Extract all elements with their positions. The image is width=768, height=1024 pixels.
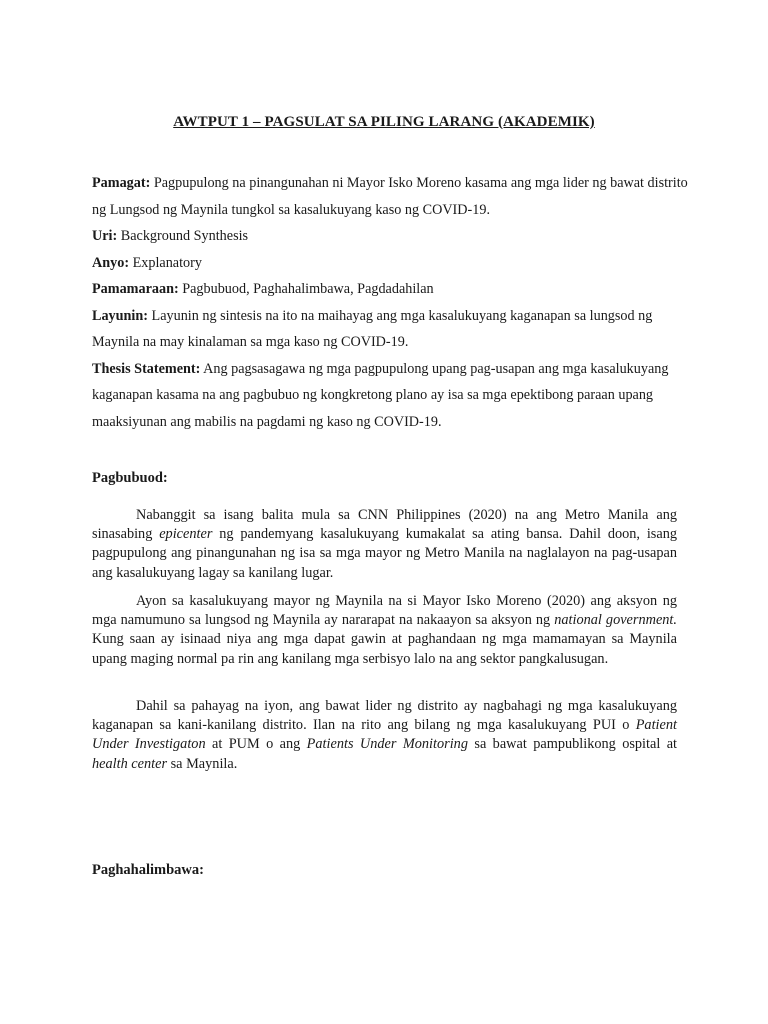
document-title: AWTPUT 1 – PAGSULAT SA PILING LARANG (AKADEMIK) [173, 114, 595, 130]
pagbubuod-heading: Pagbubuod: [92, 470, 168, 486]
layunin-row [92, 303, 692, 356]
thesis-label: Thesis Statement: [92, 360, 201, 377]
uri-value: Background Synthesis [117, 228, 249, 244]
paragraph-1 [92, 506, 677, 583]
p1-text-a: Nabanggit sa isang balita mula sa CNN Philippines (2020) na ang Metro Manila ang sinasabing [92, 507, 677, 543]
p3-italic-pui: Patient Under Investigaton [92, 717, 677, 753]
p3-italic-health-center: health center [92, 755, 168, 772]
layunin-value: Layunin ng sintesis na ito na maihayag ang mga kasalukuyang kaganapan sa lungsod ng Maynila na may kinalaman sa mga kaso ng COVID-19. [92, 307, 653, 350]
paragraph-3 [92, 697, 677, 774]
uri-label: Uri: [92, 228, 118, 244]
p3-text-e: sa bawat pampublikong ospital at [467, 736, 678, 753]
paragraph-2 [92, 592, 677, 669]
pamamaraan-row [92, 276, 692, 303]
pamagat-label: Pamagat: [92, 175, 151, 191]
metadata-block [92, 170, 692, 435]
p3-text-a: Dahil sa pahayag na iyon, ang bawat lider ng distrito ay nagbahagi ng mga kasalukuyang kaganapan sa kani-kanilang distrito. Ilan na rito ang bilang ng mga kasalukuyang PUI o [92, 698, 677, 734]
p3-italic-pum: Patients Under Monitoring [306, 736, 468, 753]
anyo-row [92, 250, 692, 277]
pamagat-row [92, 170, 692, 223]
anyo-label: Anyo: [92, 254, 130, 271]
thesis-row [92, 356, 692, 436]
p2-italic-national-government: national government. [554, 612, 677, 629]
p2-text-a: Ayon sa kasalukuyang mayor ng Maynila na si Mayor Isko Moreno (2020) ang aksyon ng mga namumuno sa lungsod ng Maynila ay nararapat na nakaayon sa aksyon ng [92, 593, 677, 629]
thesis-value: Ang pagsasagawa ng mga pagpupulong upang pag-usapan ang mga kasalukuyang kaganapan kasama na ang pagbubuo ng kongkretong plano ay isa sa mga epektibong paraan upang maaksiyunan ang mabilis na pagdami ng kaso ng COVID-19. [92, 360, 669, 430]
uri-row [92, 223, 692, 250]
p3-text-g: sa Maynila. [167, 755, 238, 772]
paghahalimbawa-heading: Paghahalimbawa: [92, 862, 204, 878]
p2-text-c: Kung saan ay isinaad niya ang mga dapat gawin at paghandaan ng mga mamamayan sa Maynila upang maging normal pa rin ang kanilang mga serbisyo lalo na ang sektor pangkalusugan. [92, 631, 677, 667]
p1-italic-epicenter: epicenter [159, 526, 213, 543]
pamamaraan-value: Pagbubuod, Paghahalimbawa, Pagdadahilan [178, 281, 434, 297]
pamamaraan-label: Pamamaraan: [92, 281, 179, 297]
p3-text-c: at PUM o ang [205, 736, 307, 753]
anyo-value: Explanatory [129, 254, 202, 271]
pamagat-value: Pagpupulong na pinangunahan ni Mayor Isko Moreno kasama ang mga lider ng bawat distrito ng Lungsod ng Maynila tungkol sa kasalukuyang kaso ng COVID-19. [92, 175, 688, 218]
p1-text-c: ng pandemyang kasalukuyang kumakalat sa ating bansa. Dahil doon, isang pagpupulong ang pinangunahan ng isa sa mga mayor ng Metro Manila na naglalayon na pag-usapan ang kasalukuyang lagay sa kanilang lugar. [92, 526, 677, 581]
layunin-label: Layunin: [92, 307, 148, 324]
